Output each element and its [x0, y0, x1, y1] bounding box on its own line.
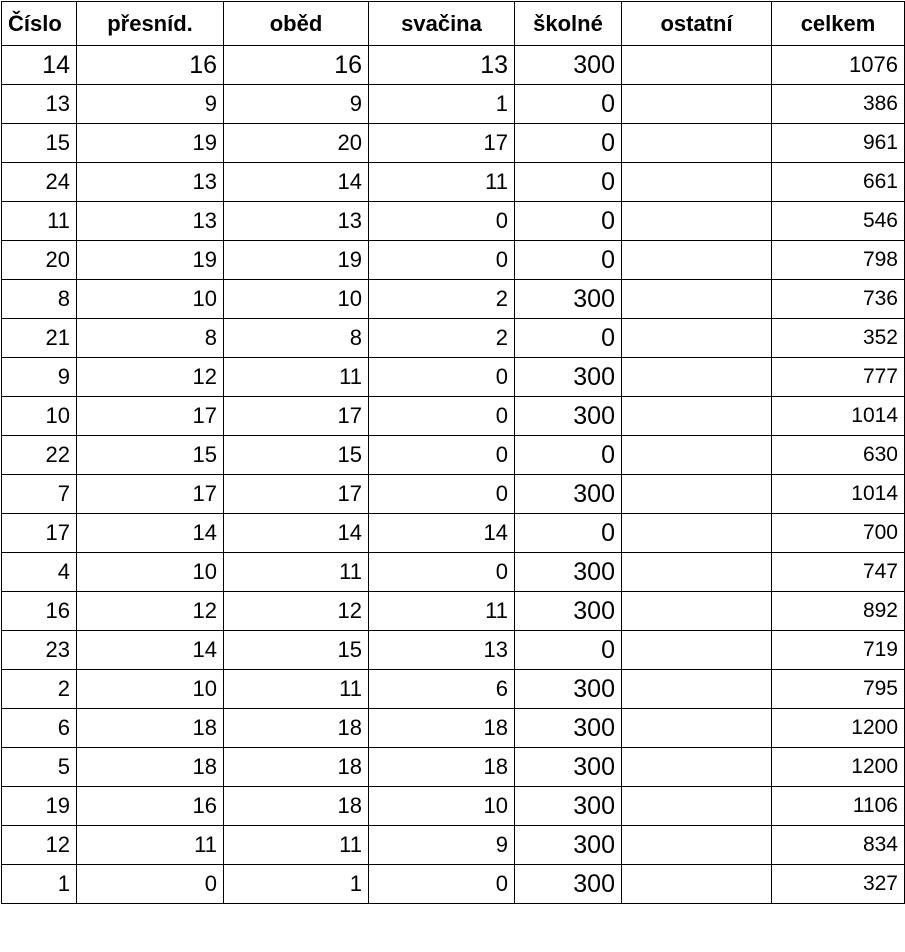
- cell-cislo[interactable]: 15: [2, 124, 77, 163]
- cell-cislo[interactable]: 11: [2, 202, 77, 241]
- cell-celkem[interactable]: 1200: [772, 709, 905, 748]
- table-row: [2, 241, 905, 280]
- cell-cislo[interactable]: 13: [2, 85, 77, 124]
- header-cislo[interactable]: Číslo: [2, 2, 77, 46]
- cell-skolne[interactable]: 300: [515, 397, 622, 436]
- cell-obed[interactable]: 14: [224, 163, 369, 202]
- cell-presnidavka[interactable]: 10: [77, 280, 224, 319]
- cell-svacina[interactable]: 0: [369, 202, 515, 241]
- cell-obed[interactable]: 11: [224, 358, 369, 397]
- table-row: [2, 358, 905, 397]
- table-row: [2, 670, 905, 709]
- cell-svacina[interactable]: 0: [369, 358, 515, 397]
- cell-svacina[interactable]: 6: [369, 670, 515, 709]
- cell-presnidavka[interactable]: 17: [77, 475, 224, 514]
- cell-svacina[interactable]: 18: [369, 748, 515, 787]
- header-presnidavka[interactable]: přesníd.: [77, 2, 224, 46]
- cell-skolne[interactable]: 0: [515, 124, 622, 163]
- table-row: [2, 124, 905, 163]
- cell-svacina[interactable]: 0: [369, 553, 515, 592]
- cell-obed[interactable]: 18: [224, 709, 369, 748]
- cell-obed[interactable]: 11: [224, 670, 369, 709]
- cell-cislo[interactable]: 17: [2, 514, 77, 553]
- header-celkem[interactable]: celkem: [772, 2, 905, 46]
- table-row: [2, 553, 905, 592]
- cell-cislo[interactable]: 19: [2, 787, 77, 826]
- cell-celkem[interactable]: 327: [772, 865, 905, 904]
- payments-table: [1, 1, 905, 904]
- cell-svacina[interactable]: 17: [369, 124, 515, 163]
- cell-cislo[interactable]: 4: [2, 553, 77, 592]
- cell-svacina[interactable]: 11: [369, 592, 515, 631]
- cell-cislo[interactable]: 7: [2, 475, 77, 514]
- cell-presnidavka[interactable]: 16: [77, 46, 224, 85]
- cell-celkem[interactable]: 961: [772, 124, 905, 163]
- cell-skolne[interactable]: 300: [515, 709, 622, 748]
- cell-presnidavka[interactable]: 18: [77, 748, 224, 787]
- cell-svacina[interactable]: 11: [369, 163, 515, 202]
- cell-ostatni[interactable]: [622, 202, 772, 241]
- cell-ostatni[interactable]: [622, 436, 772, 475]
- table-row: [2, 85, 905, 124]
- cell-cislo[interactable]: 14: [2, 46, 77, 85]
- header-ostatni[interactable]: ostatní: [622, 2, 772, 46]
- cell-skolne[interactable]: 300: [515, 475, 622, 514]
- header-obed[interactable]: oběd: [224, 2, 369, 46]
- cell-skolne[interactable]: 300: [515, 826, 622, 865]
- cell-celkem[interactable]: 1076: [772, 46, 905, 85]
- cell-ostatni[interactable]: [622, 475, 772, 514]
- cell-skolne[interactable]: 300: [515, 592, 622, 631]
- cell-celkem[interactable]: 747: [772, 553, 905, 592]
- cell-ostatni[interactable]: [622, 826, 772, 865]
- cell-ostatni[interactable]: [622, 46, 772, 85]
- cell-skolne[interactable]: 0: [515, 85, 622, 124]
- cell-cislo[interactable]: 8: [2, 280, 77, 319]
- cell-obed[interactable]: 11: [224, 553, 369, 592]
- cell-ostatni[interactable]: [622, 553, 772, 592]
- cell-presnidavka[interactable]: 13: [77, 163, 224, 202]
- header-skolne[interactable]: školné: [515, 2, 622, 46]
- cell-skolne[interactable]: 0: [515, 514, 622, 553]
- cell-presnidavka[interactable]: 8: [77, 319, 224, 358]
- cell-presnidavka[interactable]: 17: [77, 397, 224, 436]
- cell-ostatni[interactable]: [622, 631, 772, 670]
- cell-ostatni[interactable]: [622, 748, 772, 787]
- cell-celkem[interactable]: 546: [772, 202, 905, 241]
- cell-obed[interactable]: 18: [224, 787, 369, 826]
- table-row: [2, 592, 905, 631]
- cell-celkem[interactable]: 630: [772, 436, 905, 475]
- table-row: [2, 436, 905, 475]
- cell-ostatni[interactable]: [622, 358, 772, 397]
- cell-ostatni[interactable]: [622, 241, 772, 280]
- cell-obed[interactable]: 18: [224, 748, 369, 787]
- cell-celkem[interactable]: 352: [772, 319, 905, 358]
- cell-ostatni[interactable]: [622, 514, 772, 553]
- table-row: [2, 163, 905, 202]
- cell-celkem[interactable]: 700: [772, 514, 905, 553]
- cell-cislo[interactable]: 21: [2, 319, 77, 358]
- cell-obed[interactable]: 19: [224, 241, 369, 280]
- cell-ostatni[interactable]: [622, 787, 772, 826]
- cell-obed[interactable]: 8: [224, 319, 369, 358]
- table-row: [2, 748, 905, 787]
- cell-svacina[interactable]: 0: [369, 397, 515, 436]
- cell-skolne[interactable]: 300: [515, 280, 622, 319]
- cell-skolne[interactable]: 0: [515, 202, 622, 241]
- cell-cislo[interactable]: 10: [2, 397, 77, 436]
- cell-obed[interactable]: 12: [224, 592, 369, 631]
- table-row: [2, 631, 905, 670]
- cell-svacina[interactable]: 0: [369, 865, 515, 904]
- cell-ostatni[interactable]: [622, 709, 772, 748]
- cell-skolne[interactable]: 300: [515, 553, 622, 592]
- table-row: [2, 397, 905, 436]
- cell-presnidavka[interactable]: 12: [77, 592, 224, 631]
- cell-svacina[interactable]: 14: [369, 514, 515, 553]
- cell-obed[interactable]: 17: [224, 397, 369, 436]
- cell-cislo[interactable]: 24: [2, 163, 77, 202]
- cell-celkem[interactable]: 719: [772, 631, 905, 670]
- cell-svacina[interactable]: 0: [369, 241, 515, 280]
- cell-ostatni[interactable]: [622, 319, 772, 358]
- cell-ostatni[interactable]: [622, 592, 772, 631]
- cell-cislo[interactable]: 22: [2, 436, 77, 475]
- table-row: [2, 826, 905, 865]
- table-row: [2, 202, 905, 241]
- cell-cislo[interactable]: 12: [2, 826, 77, 865]
- cell-svacina[interactable]: 1: [369, 85, 515, 124]
- cell-ostatni[interactable]: [622, 124, 772, 163]
- cell-celkem[interactable]: 777: [772, 358, 905, 397]
- cell-svacina[interactable]: 0: [369, 475, 515, 514]
- cell-presnidavka[interactable]: 16: [77, 787, 224, 826]
- cell-celkem[interactable]: 736: [772, 280, 905, 319]
- cell-celkem[interactable]: 1106: [772, 787, 905, 826]
- cell-ostatni[interactable]: [622, 865, 772, 904]
- cell-svacina[interactable]: 9: [369, 826, 515, 865]
- cell-presnidavka[interactable]: 19: [77, 241, 224, 280]
- cell-presnidavka[interactable]: 9: [77, 85, 224, 124]
- cell-celkem[interactable]: 798: [772, 241, 905, 280]
- cell-skolne[interactable]: 300: [515, 865, 622, 904]
- cell-ostatni[interactable]: [622, 280, 772, 319]
- cell-presnidavka[interactable]: 14: [77, 514, 224, 553]
- cell-celkem[interactable]: 892: [772, 592, 905, 631]
- cell-celkem[interactable]: 795: [772, 670, 905, 709]
- cell-celkem[interactable]: 661: [772, 163, 905, 202]
- cell-svacina[interactable]: 13: [369, 631, 515, 670]
- cell-svacina[interactable]: 13: [369, 46, 515, 85]
- cell-cislo[interactable]: 2: [2, 670, 77, 709]
- cell-skolne[interactable]: 0: [515, 241, 622, 280]
- cell-obed[interactable]: 16: [224, 46, 369, 85]
- cell-presnidavka[interactable]: 14: [77, 631, 224, 670]
- cell-skolne[interactable]: 300: [515, 670, 622, 709]
- cell-skolne[interactable]: 0: [515, 631, 622, 670]
- cell-celkem[interactable]: 1014: [772, 475, 905, 514]
- table-row: [2, 280, 905, 319]
- table-row: [2, 514, 905, 553]
- cell-presnidavka[interactable]: 10: [77, 553, 224, 592]
- cell-ostatni[interactable]: [622, 163, 772, 202]
- cell-skolne[interactable]: 300: [515, 748, 622, 787]
- cell-skolne[interactable]: 0: [515, 319, 622, 358]
- cell-obed[interactable]: 13: [224, 202, 369, 241]
- cell-ostatni[interactable]: [622, 397, 772, 436]
- table-row: [2, 46, 905, 85]
- cell-presnidavka[interactable]: 15: [77, 436, 224, 475]
- cell-ostatni[interactable]: [622, 670, 772, 709]
- cell-svacina[interactable]: 18: [369, 709, 515, 748]
- cell-obed[interactable]: 17: [224, 475, 369, 514]
- table-body: [2, 46, 905, 904]
- header-row: [2, 2, 905, 46]
- cell-celkem[interactable]: 1014: [772, 397, 905, 436]
- cell-cislo[interactable]: 5: [2, 748, 77, 787]
- cell-svacina[interactable]: 0: [369, 436, 515, 475]
- header-svacina[interactable]: svačina: [369, 2, 515, 46]
- cell-celkem[interactable]: 386: [772, 85, 905, 124]
- cell-cislo[interactable]: 16: [2, 592, 77, 631]
- cell-presnidavka[interactable]: 19: [77, 124, 224, 163]
- cell-presnidavka[interactable]: 12: [77, 358, 224, 397]
- cell-obed[interactable]: 15: [224, 631, 369, 670]
- cell-svacina[interactable]: 2: [369, 280, 515, 319]
- cell-skolne[interactable]: 0: [515, 163, 622, 202]
- cell-skolne[interactable]: 0: [515, 436, 622, 475]
- cell-presnidavka[interactable]: 11: [77, 826, 224, 865]
- cell-cislo[interactable]: 9: [2, 358, 77, 397]
- table-row: [2, 475, 905, 514]
- cell-skolne[interactable]: 300: [515, 358, 622, 397]
- cell-ostatni[interactable]: [622, 85, 772, 124]
- table-row: [2, 865, 905, 904]
- cell-skolne[interactable]: 300: [515, 46, 622, 85]
- cell-presnidavka[interactable]: 13: [77, 202, 224, 241]
- cell-obed[interactable]: 14: [224, 514, 369, 553]
- cell-obed[interactable]: 15: [224, 436, 369, 475]
- cell-presnidavka[interactable]: 0: [77, 865, 224, 904]
- table-row: [2, 709, 905, 748]
- cell-celkem[interactable]: 834: [772, 826, 905, 865]
- cell-cislo[interactable]: 23: [2, 631, 77, 670]
- cell-obed[interactable]: 11: [224, 826, 369, 865]
- cell-obed[interactable]: 10: [224, 280, 369, 319]
- cell-svacina[interactable]: 10: [369, 787, 515, 826]
- cell-svacina[interactable]: 2: [369, 319, 515, 358]
- cell-cislo[interactable]: 6: [2, 709, 77, 748]
- table-row: [2, 319, 905, 358]
- cell-obed[interactable]: 9: [224, 85, 369, 124]
- cell-cislo[interactable]: 1: [2, 865, 77, 904]
- cell-skolne[interactable]: 300: [515, 787, 622, 826]
- cell-cislo[interactable]: 20: [2, 241, 77, 280]
- table-row: [2, 787, 905, 826]
- cell-presnidavka[interactable]: 18: [77, 709, 224, 748]
- table-header: [2, 2, 905, 46]
- cell-celkem[interactable]: 1200: [772, 748, 905, 787]
- cell-presnidavka[interactable]: 10: [77, 670, 224, 709]
- cell-obed[interactable]: 1: [224, 865, 369, 904]
- cell-obed[interactable]: 20: [224, 124, 369, 163]
